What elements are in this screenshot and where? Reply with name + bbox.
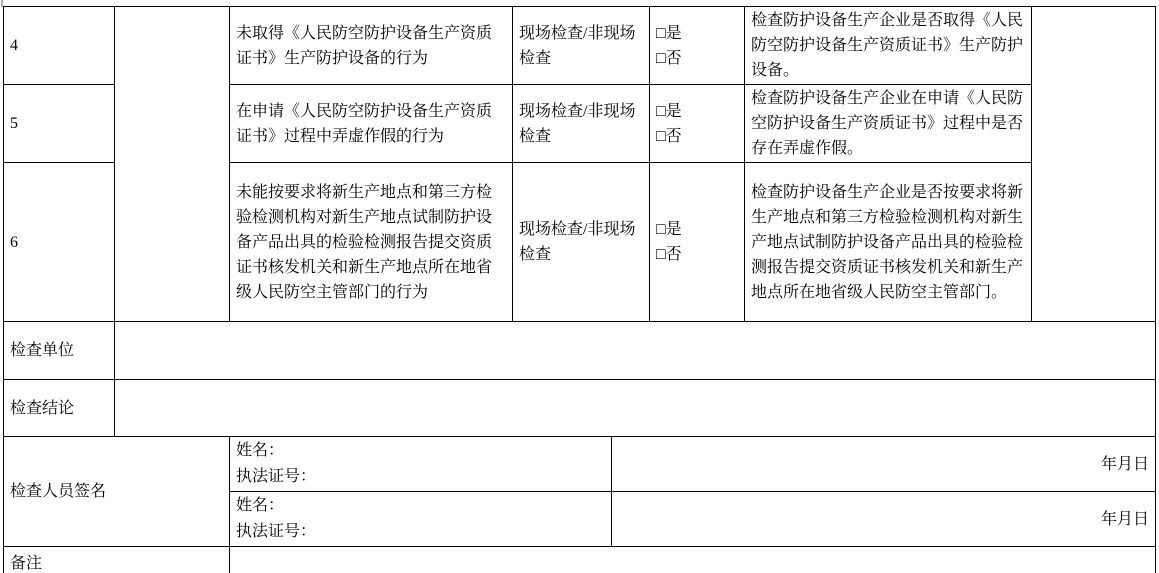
license-label: 执法证号：: [236, 523, 317, 540]
inspection-form-table: [3, 6, 1156, 573]
unit-value-cell[interactable]: [115, 322, 1156, 380]
violation-cell: 在申请《人民防空防护设备生产资质证书》过程中弄虚作假的行为: [230, 85, 513, 163]
checkbox-yes[interactable]: □是: [656, 102, 682, 120]
inspector2-date-cell[interactable]: 年月日: [612, 492, 1156, 547]
table-row-4: [4, 7, 1156, 85]
checkbox-no[interactable]: □否: [656, 49, 682, 67]
remark-label: 备注: [4, 547, 230, 573]
violation-cell: 未取得《人民防空防护设备生产资质证书》生产防护设备的行为: [230, 7, 513, 85]
checkbox-cell: [650, 85, 745, 163]
check-content-cell: 检查防护设备生产企业是否按要求将新生产地点和第三方检验检测机构对新生产地点试制防护设备产品出具的检验检测报告提交资质证书核发机关和新生产地点所在地省级人民防空主管部门。: [745, 163, 1032, 322]
unit-label: 检查单位: [4, 322, 115, 380]
method-cell: 现场检查/非现场检查: [513, 163, 650, 322]
checkbox-no[interactable]: □否: [656, 127, 682, 145]
trailing-empty-cell: [1032, 7, 1156, 322]
row-number-cell: 6: [4, 163, 115, 322]
checkbox-yes[interactable]: □是: [656, 24, 682, 42]
checkbox-cell: [650, 163, 745, 322]
inspector1-date-cell[interactable]: 年月日: [612, 437, 1156, 492]
violation-cell: 未能按要求将新生产地点和第三方检验检测机构对新生产地点试制防护设备产品出具的检验检测报告提交资质证书核发机关和新生产地点所在地省级人民防空主管部门的行为: [230, 163, 513, 322]
inspector1-name-cell[interactable]: [230, 437, 612, 492]
inspector-signature-row-1: [4, 437, 1156, 492]
license-label: 执法证号：: [236, 468, 317, 485]
name-label: 姓名：: [236, 442, 285, 459]
conclusion-value-cell[interactable]: [115, 380, 1156, 437]
row-number-cell: 5: [4, 85, 115, 163]
inspection-unit-row: [4, 322, 1156, 380]
inspection-conclusion-row: [4, 380, 1156, 437]
check-content-cell: 检查防护设备生产企业在申请《人民防空防护设备生产资质证书》过程中是否存在弄虚作假。: [745, 85, 1032, 163]
inspector2-name-cell[interactable]: [230, 492, 612, 547]
conclusion-label: 检查结论: [4, 380, 115, 437]
remark-value-cell[interactable]: [230, 547, 1156, 573]
method-cell: 现场检查/非现场检查: [513, 85, 650, 163]
remark-row: [4, 547, 1156, 573]
category-empty-cell: [115, 7, 230, 322]
name-label: 姓名：: [236, 497, 285, 514]
signature-label: 检查人员签名: [4, 437, 230, 547]
checkbox-yes[interactable]: □是: [656, 221, 682, 238]
method-cell: 现场检查/非现场检查: [513, 7, 650, 85]
checkbox-no[interactable]: □否: [656, 246, 682, 263]
checkbox-cell: [650, 7, 745, 85]
check-content-cell: 检查防护设备生产企业是否取得《人民防空防护设备生产资质证书》生产防护设备。: [745, 7, 1032, 85]
row-number-cell: 4: [4, 7, 115, 85]
